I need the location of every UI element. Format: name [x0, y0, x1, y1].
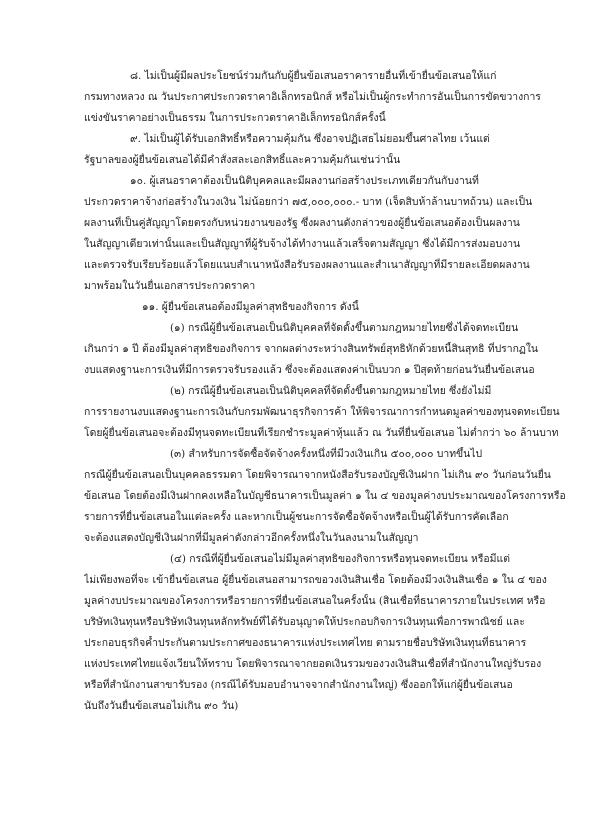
text-line: ไม่เพียงพอที่จะ เข้ายื่นข้อเสนอ ผู้ยื่นข้อเสนอสามารถขอวงเงินสินเชื่อ โดยต้องมีวงเงินสินเชื่อ ๑ ใน ๔ ของ [84, 574, 547, 586]
text-line: ๑๑. ผู้ยื่นข้อเสนอต้องมีมูลค่าสุทธิของกิจการ ดังนี้ [142, 301, 359, 313]
text-line: ผลงานที่เป็นคู่สัญญาโดยตรงกับหน่วยงานของรัฐ ซึ่งผลงานดังกล่าวของผู้ยื่นข้อเสนอต้องเป็นผลงาน [84, 217, 520, 229]
text-line: บริษัทเงินทุนหรือบริษัทเงินทุนหลักทรัพย์ที่ได้รับอนุญาตให้ประกอบกิจการเงินทุนเพื่อการพาณิชย์ และ [84, 616, 525, 628]
text-line: และตรวจรับเรียบร้อยแล้วโดยแนบสำเนาหนังสือรับรองผลงานและสำเนาสัญญาที่มีรายละเอียดผลงาน [84, 259, 530, 271]
text-line: ๑๐. ผู้เสนอราคาต้องเป็นนิติบุคคลและมีผลงานก่อสร้างประเภทเดียวกันกับงานที่ [130, 175, 479, 187]
text-line: แข่งขันราคาอย่างเป็นธรรม ในการประกวดราคาอิเล็กทรอนิกส์ครั้งนี้ [84, 112, 386, 124]
text-line: ข้อเสนอ โดยต้องมีเงินฝากคงเหลือในบัญชีธนาคารเป็นมูลค่า ๑ ใน ๔ ของมูลค่างบประมาณของโครงการหรือ [84, 490, 566, 502]
text-line: ๘. ไม่เป็นผู้มีผลประโยชน์ร่วมกันกับผู้ยื่นข้อเสนอราคารายอื่นที่เข้ายื่นข้อเสนอให้แก่ [130, 70, 497, 82]
text-line: เกินกว่า ๑ ปี ต้องมีมูลค่าสุทธิของกิจการ จากผลต่างระหว่างสินทรัพย์สุทธิหักด้วยหนี้สินสุทธิ ที่ปรากฏใน [84, 343, 539, 355]
text-line: ในสัญญาเดียวเท่านั้นและเป็นสัญญาที่ผู้รับจ้างได้ทำงานแล้วเสร็จตามสัญญา ซึ่งได้มีการส่งมอบงาน [84, 238, 521, 250]
text-line: การรายงานงบแสดงฐานะการเงินกับกรมพัฒนาธุรกิจการค้า ให้พิจารณาการกำหนดมูลค่าของทุนจดทะเบียน [84, 406, 560, 418]
text-line: (๔) กรณีที่ผู้ยื่นข้อเสนอไม่มีมูลค่าสุทธิของกิจการหรือทุนจดทะเบียน หรือมีแต่ [170, 553, 510, 565]
text-line: มูลค่างบประมาณของโครงการหรือรายการที่ยื่นข้อเสนอในครั้งนั้น (สินเชื่อที่ธนาคารภายในประเทศ หรือ [84, 595, 546, 607]
text-line: ประกอบธุรกิจค้ำประกันตามประกาศของธนาคารแห่งประเทศไทย ตามรายชื่อบริษัทเงินทุนที่ธนาคาร [84, 637, 527, 649]
text-line: ประกวดราคาจ้างก่อสร้างในวงเงิน ไม่น้อยกว่า ๗๕,๐๐๐,๐๐๐.- บาท (เจ็ดสิบห้าล้านบาทถ้วน) และเป็น [84, 196, 533, 208]
text-line: โดยผู้ยื่นข้อเสนอจะต้องมีทุนจดทะเบียนที่เรียกชำระมูลค่าหุ้นแล้ว ณ วันที่ยื่นข้อเสนอ ไม่ต่ำกว่า ๖๐ ล้านบาท [84, 427, 559, 439]
text-line: (๑) กรณีผู้ยื่นข้อเสนอเป็นนิติบุคคลที่จัดตั้งขึ้นตามกฎหมายไทยซึ่งได้จดทะเบียน [170, 322, 519, 334]
text-line: รายการที่ยื่นข้อเสนอในแต่ละครั้ง และหากเป็นผู้ชนะการจัดซื้อจัดจ้างหรือเป็นผู้ได้รับการคัดเลือก [84, 511, 509, 523]
text-line: นับถึงวันยื่นข้อเสนอไม่เกิน ๙๐ วัน) [84, 700, 239, 712]
text-line: ๙. ไม่เป็นผู้ได้รับเอกสิทธิ์หรือความคุ้มกัน ซึ่งอาจปฏิเสธไม่ยอมขึ้นศาลไทย เว้นแต่ [130, 133, 490, 145]
text-line: รัฐบาลของผู้ยื่นข้อเสนอได้มีคำสั่งสละเอกสิทธิ์และความคุ้มกันเช่นว่านั้น [84, 154, 401, 166]
text-line: กรมทางหลวง ณ วันประกาศประกวดราคาอิเล็กทรอนิกส์ หรือไม่เป็นผู้กระทำการอันเป็นการขัดขวางการ [84, 91, 541, 103]
text-line: มาพร้อมในวันยื่นเอกสารประกวดราคา [84, 280, 256, 292]
text-line: (๒) กรณีผู้ยื่นข้อเสนอเป็นนิติบุคคลที่จัดตั้งขึ้นตามกฎหมายไทย ซึ่งยังไม่มี [170, 385, 492, 397]
text-line: งบแสดงฐานะการเงินที่มีการตรวจรับรองแล้ว ซึ่งจะต้องแสดงค่าเป็นบวก ๑ ปีสุดท้ายก่อนวันยื่นข้อเสนอ [84, 364, 535, 376]
text-line: หรือที่สำนักงานสาขารับรอง (กรณีได้รับมอบอำนาจจากสำนักงานใหญ่) ซึ่งออกให้แก่ผู้ยื่นข้อเสนอ [84, 679, 513, 691]
text-line: (๓) สำหรับการจัดซื้อจัดจ้างครั้งหนึ่งที่มีวงเงินเกิน ๕๐๐,๐๐๐ บาทขึ้นไป [170, 448, 483, 460]
text-line: กรณีผู้ยื่นข้อเสนอเป็นบุคคลธรรมดา โดยพิจารณาจากหนังสือรับรองบัญชีเงินฝาก ไม่เกิน ๙๐ วันก่อนวันยื่น [84, 469, 551, 481]
text-line: แห่งประเทศไทยแจ้งเวียนให้ทราบ โดยพิจารณาจากยอดเงินรวมของวงเงินสินเชื่อที่สำนักงานใหญ่รับรอง [84, 658, 542, 670]
text-line: จะต้องแสดงบัญชีเงินฝากที่มีมูลค่าดังกล่าวอีกครั้งหนึ่งในวันลงนามในสัญญา [84, 532, 419, 544]
